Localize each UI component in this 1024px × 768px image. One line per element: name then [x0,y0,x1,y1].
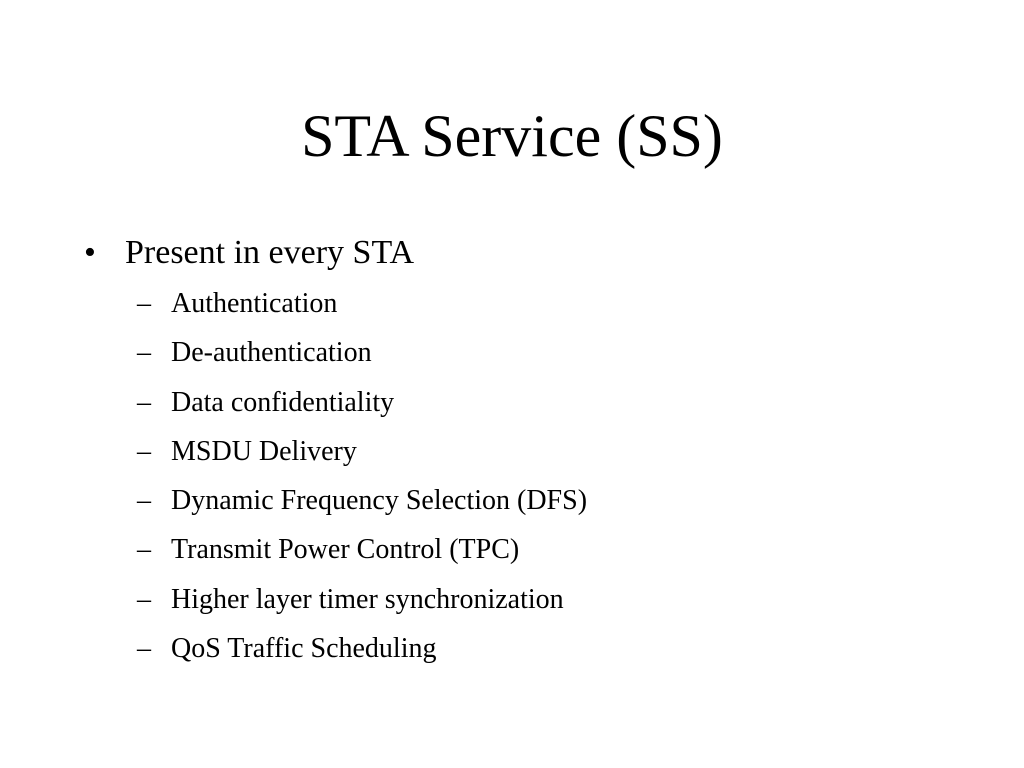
sub-bullet-item [137,431,587,480]
sub-bullet-text: Dynamic Frequency Selection (DFS) [171,485,588,517]
dash-icon: – [137,337,151,369]
sub-bullet-list [137,283,587,677]
dash-icon: – [137,485,151,517]
dash-icon: – [137,288,151,319]
main-bullet-text: Present in every STA [125,234,415,271]
sub-bullet-text: Authentication [171,288,338,319]
main-bullet-item [84,230,414,276]
dash-icon: – [137,386,151,418]
sub-bullet-text: Data confidentiality [171,386,395,418]
sub-bullet-item [137,480,587,529]
dash-icon: – [137,583,151,615]
sub-bullet-text: Higher layer timer synchronization [171,583,564,615]
dash-icon: – [137,534,151,566]
sub-bullet-item [137,332,587,381]
sub-bullet-text: MSDU Delivery [171,435,357,467]
sub-bullet-item [137,382,587,431]
dash-icon: – [137,435,151,467]
sub-bullet-item [137,283,587,332]
sub-bullet-text: Transmit Power Control (TPC) [171,534,520,566]
sub-bullet-text: QoS Traffic Scheduling [171,633,437,665]
sub-bullet-item [137,628,587,677]
dash-icon: – [137,633,151,665]
slide-title: STA Service (SS) [301,103,723,169]
bullet-icon: • [84,234,96,271]
sub-bullet-text: De-authentication [171,337,372,369]
sub-bullet-item [137,529,587,578]
sub-bullet-item [137,579,587,628]
